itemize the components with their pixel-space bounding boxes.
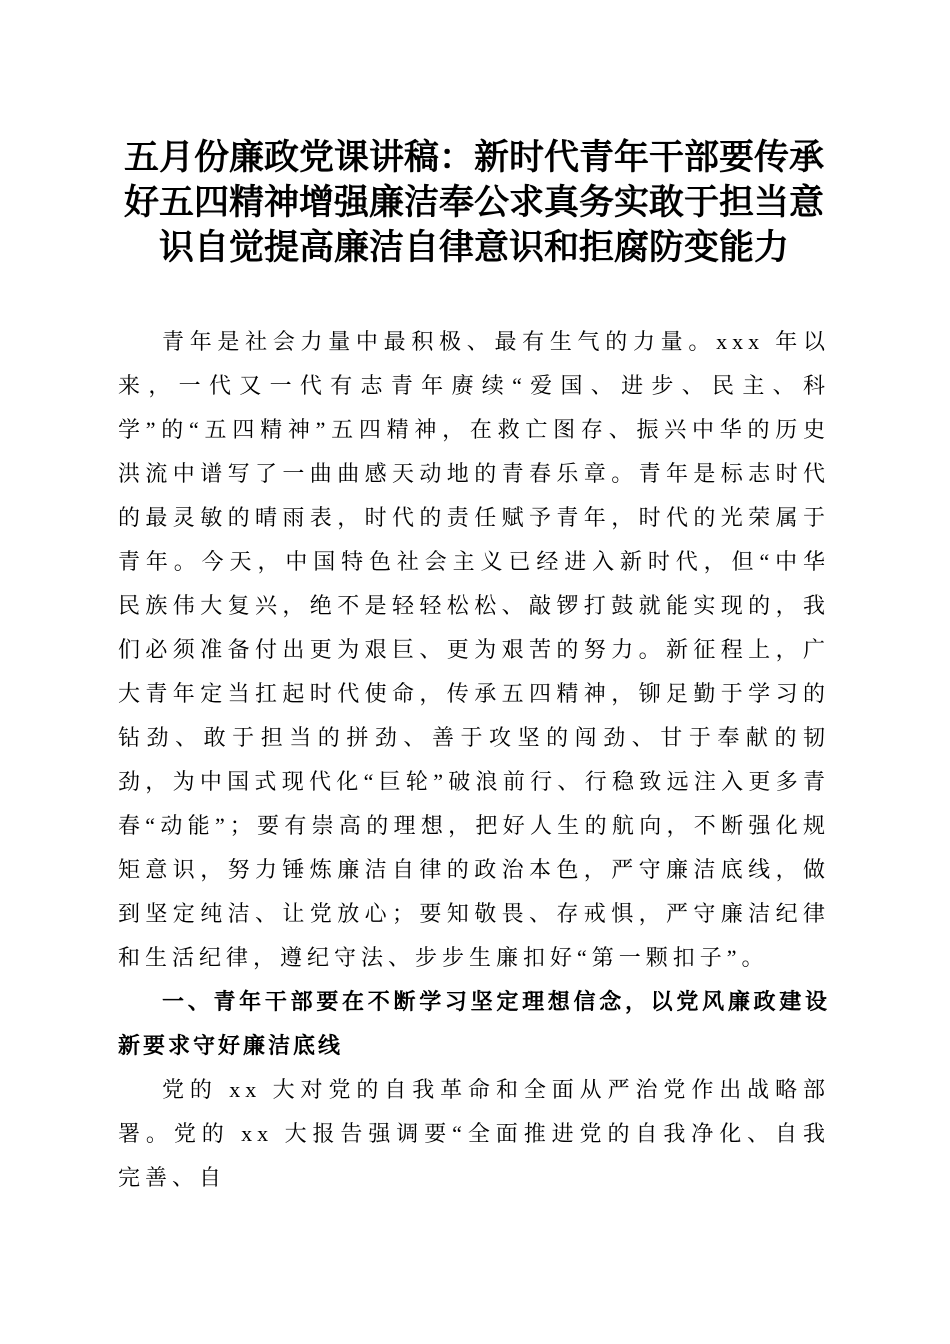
- paragraph-intro: 青年是社会力量中最积极、最有生气的力量。xxx 年以来，一代又一代有志青年赓续“爱国、进步、民主、科学”的“五四精神”五四精神，在救亡图存、振兴中华的历史洪流中谱写了一曲曲感天动地的青春乐章。青年是标志时代的最灵敏的晴雨表，时代的责任赋予青年，时代的光荣属于青年。今天，中国特色社会主义已经进入新时代，但“中华民族伟大复兴，绝不是轻轻松松、敲锣打鼓就能实现的，我们必须准备付出更为艰巨、更为艰苦的努力。新征程上，广大青年定当扛起时代使命，传承五四精神，铆足勤于学习的钻劲、敢于担当的拼劲、善于攻坚的闯劲、甘于奉献的韧劲，为中国式现代化“巨轮”破浪前行、行稳致远注入更多青春“动能”；要有崇高的理想，把好人生的航向，不断强化规矩意识，努力锤炼廉洁自律的政治本色，严守廉洁底线，做到坚定纯洁、让党放心；要知敬畏、存戒惧，严守廉洁纪律和生活纪律，遵纪守法、步步生廉扣好“第一颗扣子”。: [118, 329, 830, 970]
- document-title: 五月份廉政党课讲稿：新时代青年干部要传承好五四精神增强廉洁奉公求真务实敢于担当意识自觉提高廉洁自律意识和拒腐防变能力: [123, 138, 824, 267]
- section-heading-1: 一、青年干部要在不断学习坚定理想信念，以党风廉政建设新要求守好廉洁底线: [118, 989, 830, 1058]
- paragraph-section-1-body: 党的 xx 大对党的自我革命和全面从严治党作出战略部署。党的 xx 大报告强调要“全面推进党的自我净化、自我完善、自: [118, 1077, 830, 1190]
